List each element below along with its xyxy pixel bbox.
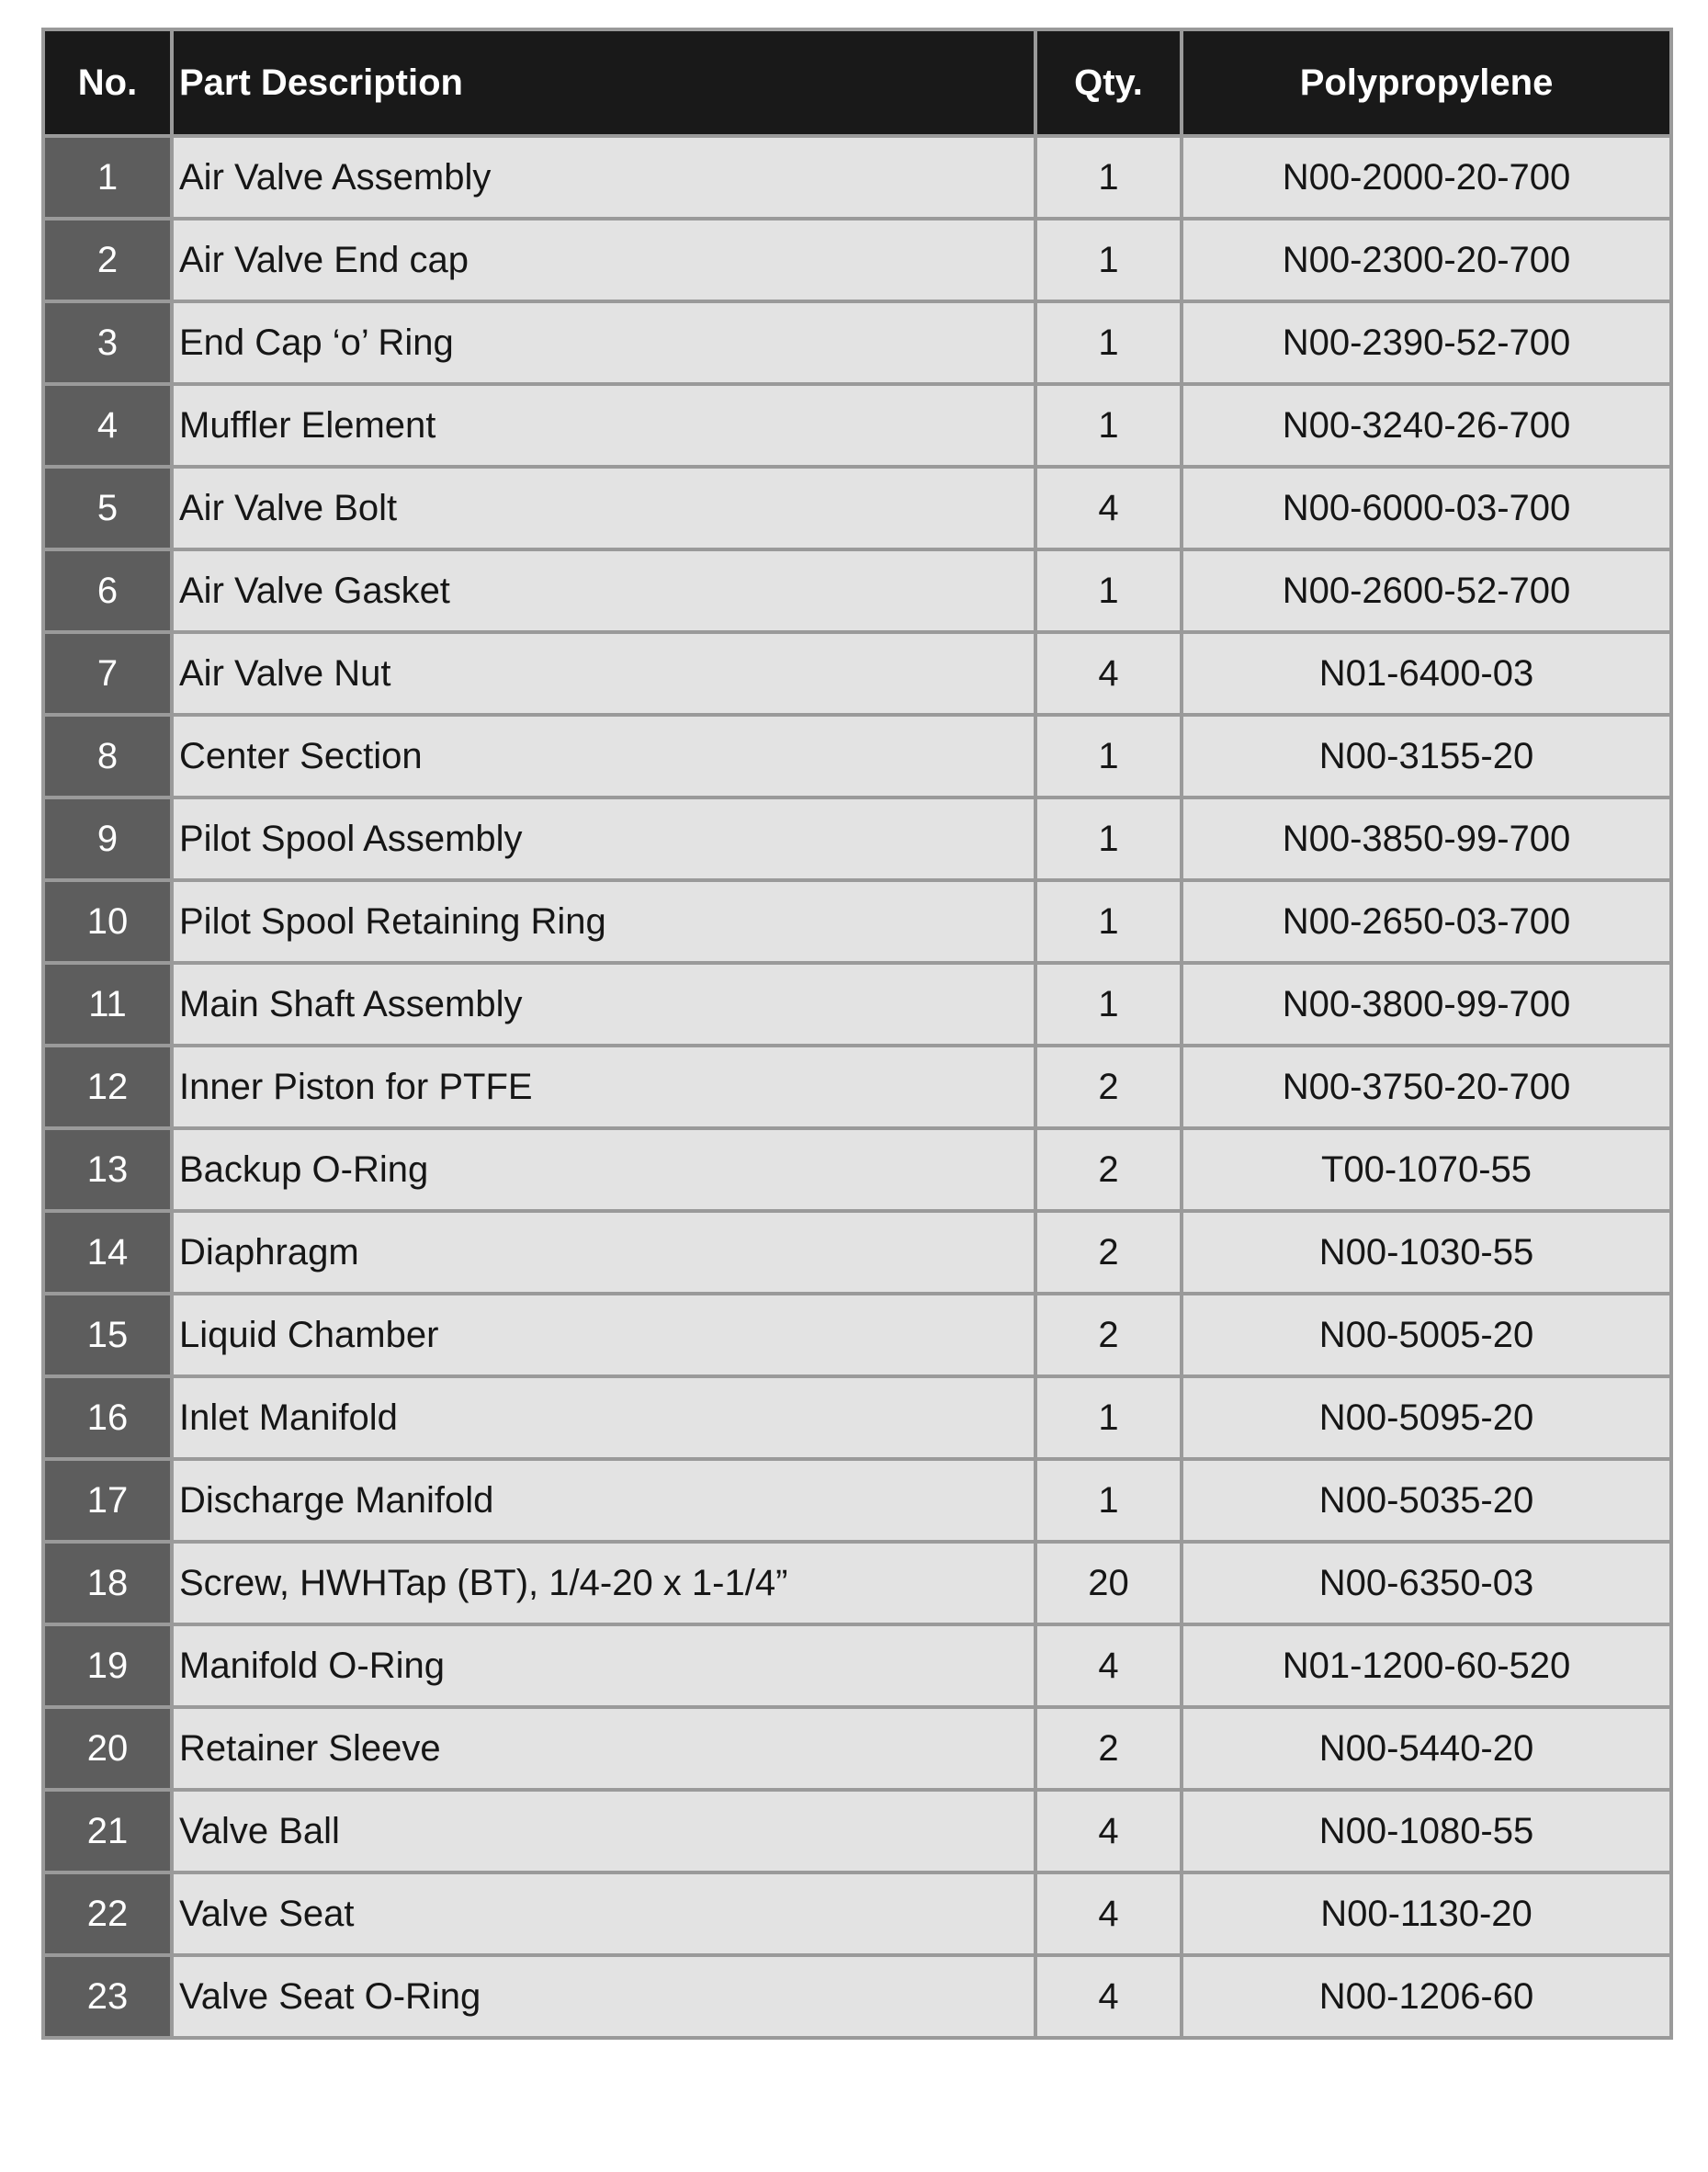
part-quantity: 4 [1035, 1872, 1182, 1955]
part-number-index: 15 [43, 1294, 172, 1376]
part-description: Manifold O-Ring [172, 1624, 1035, 1707]
part-code: N00-6000-03-700 [1182, 467, 1671, 549]
part-number-index: 23 [43, 1955, 172, 2038]
table-row [43, 1955, 1671, 2038]
part-description: Retainer Sleeve [172, 1707, 1035, 1790]
part-description: Muffler Element [172, 384, 1035, 467]
part-code: N01-6400-03 [1182, 632, 1671, 715]
part-number-index: 8 [43, 715, 172, 798]
part-code: N00-5005-20 [1182, 1294, 1671, 1376]
table-row [43, 136, 1671, 219]
part-quantity: 1 [1035, 880, 1182, 963]
part-quantity: 2 [1035, 1294, 1182, 1376]
part-description: Pilot Spool Retaining Ring [172, 880, 1035, 963]
table-row [43, 1046, 1671, 1128]
table-row [43, 715, 1671, 798]
part-quantity: 1 [1035, 301, 1182, 384]
table-row [43, 1872, 1671, 1955]
table-row [43, 1211, 1671, 1294]
part-quantity: 1 [1035, 963, 1182, 1046]
part-code: N01-1200-60-520 [1182, 1624, 1671, 1707]
part-code: N00-1080-55 [1182, 1790, 1671, 1872]
part-number-index: 18 [43, 1542, 172, 1624]
part-code: N00-2000-20-700 [1182, 136, 1671, 219]
part-code: N00-1130-20 [1182, 1872, 1671, 1955]
part-description: Pilot Spool Assembly [172, 798, 1035, 880]
part-code: N00-3155-20 [1182, 715, 1671, 798]
part-quantity: 1 [1035, 136, 1182, 219]
part-description: Air Valve Assembly [172, 136, 1035, 219]
part-number-index: 3 [43, 301, 172, 384]
part-code: N00-1030-55 [1182, 1211, 1671, 1294]
part-description: Center Section [172, 715, 1035, 798]
part-description: Screw, HWHTap (BT), 1/4-20 x 1-1/4” [172, 1542, 1035, 1624]
part-number-index: 21 [43, 1790, 172, 1872]
part-description: Valve Seat [172, 1872, 1035, 1955]
part-number-index: 20 [43, 1707, 172, 1790]
part-number-index: 19 [43, 1624, 172, 1707]
part-code: N00-3850-99-700 [1182, 798, 1671, 880]
part-quantity: 1 [1035, 1376, 1182, 1459]
part-quantity: 4 [1035, 467, 1182, 549]
part-number-index: 7 [43, 632, 172, 715]
part-description: Air Valve Nut [172, 632, 1035, 715]
part-quantity: 1 [1035, 1459, 1182, 1542]
part-description: Diaphragm [172, 1211, 1035, 1294]
part-quantity: 1 [1035, 715, 1182, 798]
part-code: N00-5095-20 [1182, 1376, 1671, 1459]
part-description: Valve Seat O-Ring [172, 1955, 1035, 2038]
table-row [43, 1542, 1671, 1624]
table-row [43, 467, 1671, 549]
table-row [43, 632, 1671, 715]
header-qty: Qty. [1035, 29, 1182, 136]
part-number-index: 16 [43, 1376, 172, 1459]
part-number-index: 13 [43, 1128, 172, 1211]
table-row [43, 798, 1671, 880]
part-description: Inlet Manifold [172, 1376, 1035, 1459]
table-row [43, 1128, 1671, 1211]
table-row [43, 384, 1671, 467]
part-description: Discharge Manifold [172, 1459, 1035, 1542]
part-number-index: 4 [43, 384, 172, 467]
table-row [43, 219, 1671, 301]
part-number-index: 22 [43, 1872, 172, 1955]
table-row [43, 1624, 1671, 1707]
part-code: N00-2300-20-700 [1182, 219, 1671, 301]
part-description: End Cap ‘o’ Ring [172, 301, 1035, 384]
part-number-index: 2 [43, 219, 172, 301]
part-quantity: 2 [1035, 1128, 1182, 1211]
part-code: N00-6350-03 [1182, 1542, 1671, 1624]
part-number-index: 11 [43, 963, 172, 1046]
part-quantity: 4 [1035, 1790, 1182, 1872]
part-quantity: 20 [1035, 1542, 1182, 1624]
part-code: T00-1070-55 [1182, 1128, 1671, 1211]
table-row [43, 1459, 1671, 1542]
part-description: Air Valve Bolt [172, 467, 1035, 549]
part-quantity: 1 [1035, 219, 1182, 301]
part-number-index: 5 [43, 467, 172, 549]
part-description: Liquid Chamber [172, 1294, 1035, 1376]
header-description: Part Description [172, 29, 1035, 136]
part-code: N00-5035-20 [1182, 1459, 1671, 1542]
header-row [43, 29, 1671, 136]
table-row [43, 549, 1671, 632]
table-row [43, 963, 1671, 1046]
part-code: N00-3800-99-700 [1182, 963, 1671, 1046]
table-row [43, 1376, 1671, 1459]
part-quantity: 1 [1035, 384, 1182, 467]
part-quantity: 2 [1035, 1707, 1182, 1790]
parts-list-table [41, 28, 1673, 2040]
header-no: No. [43, 29, 172, 136]
part-description: Inner Piston for PTFE [172, 1046, 1035, 1128]
part-number-index: 12 [43, 1046, 172, 1128]
part-code: N00-3240-26-700 [1182, 384, 1671, 467]
table-body [43, 136, 1671, 2038]
part-description: Air Valve Gasket [172, 549, 1035, 632]
part-code: N00-2600-52-700 [1182, 549, 1671, 632]
header-material: Polypropylene [1182, 29, 1671, 136]
part-number-index: 9 [43, 798, 172, 880]
part-quantity: 4 [1035, 1955, 1182, 2038]
table-row [43, 880, 1671, 963]
part-code: N00-1206-60 [1182, 1955, 1671, 2038]
part-number-index: 1 [43, 136, 172, 219]
part-number-index: 17 [43, 1459, 172, 1542]
table-row [43, 1294, 1671, 1376]
part-quantity: 2 [1035, 1046, 1182, 1128]
part-code: N00-2650-03-700 [1182, 880, 1671, 963]
table-row [43, 1790, 1671, 1872]
part-code: N00-5440-20 [1182, 1707, 1671, 1790]
part-quantity: 4 [1035, 632, 1182, 715]
part-number-index: 10 [43, 880, 172, 963]
part-number-index: 6 [43, 549, 172, 632]
part-code: N00-2390-52-700 [1182, 301, 1671, 384]
part-code: N00-3750-20-700 [1182, 1046, 1671, 1128]
table-row [43, 301, 1671, 384]
part-number-index: 14 [43, 1211, 172, 1294]
part-description: Air Valve End cap [172, 219, 1035, 301]
part-quantity: 4 [1035, 1624, 1182, 1707]
part-quantity: 1 [1035, 798, 1182, 880]
part-description: Backup O-Ring [172, 1128, 1035, 1211]
part-quantity: 2 [1035, 1211, 1182, 1294]
table-header [43, 29, 1671, 136]
part-description: Main Shaft Assembly [172, 963, 1035, 1046]
part-description: Valve Ball [172, 1790, 1035, 1872]
part-quantity: 1 [1035, 549, 1182, 632]
table-row [43, 1707, 1671, 1790]
